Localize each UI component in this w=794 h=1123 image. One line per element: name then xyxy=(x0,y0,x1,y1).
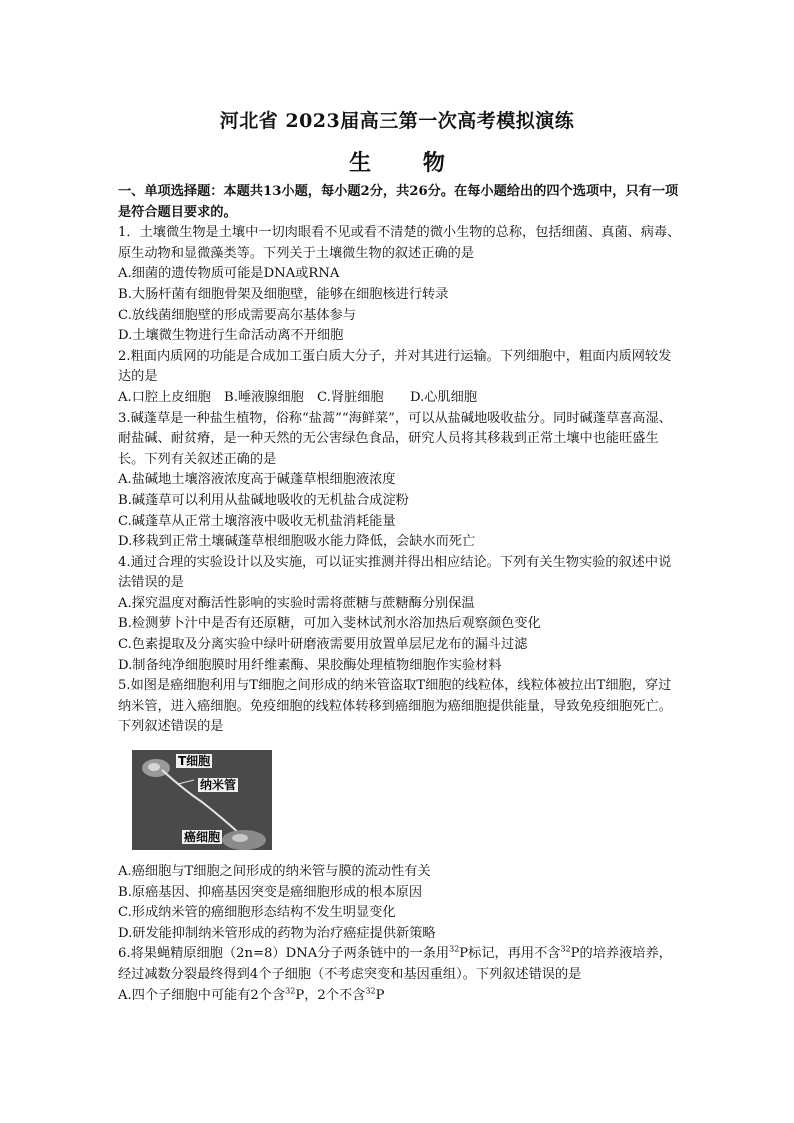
question-3-option-c: C.碱蓬草从正常土壤溶液中吸收无机盐消耗能量 xyxy=(118,513,396,529)
subject-title: 生 物 xyxy=(349,150,467,176)
q6-isotope-sup-2: 32 xyxy=(560,945,571,955)
q6a-text-a: A.四个子细胞中可能有2个含 xyxy=(118,987,286,1003)
question-5-option-a: A.癌细胞与T细胞之间形成的纳米管与膜的流动性有关 xyxy=(118,864,431,880)
q6a-text-b: P，2个不含 xyxy=(295,987,366,1003)
question-6-stem xyxy=(118,944,684,985)
q6-text-c: P的培养液培养，经过减数分裂最终得到4个子细胞（不考虑突变和基因重组）。下列叙述错误的是 xyxy=(118,946,672,982)
question-4-stem: 4.通过合理的实验设计以及实施，可以证实推测并得出相应结论。下列有关生物实验的叙述中说法错误的是 xyxy=(118,554,672,591)
q6a-text-c: P xyxy=(375,987,385,1003)
question-5-stem: 5.如图是癌细胞利用与T细胞之间形成的纳米管盗取T细胞的线粒体，线粒体被拉出T细胞，穿过纳米管，进入癌细胞。免疫细胞的线粒体转移到癌细胞为癌细胞提供能量，导致免疫细胞死亡。下列叙述错误的是 xyxy=(118,678,672,735)
question-1-option-c: C.放线菌细胞壁的形成需要高尔基体参与 xyxy=(118,307,356,323)
question-4-option-a: A.探究温度对酶活性影响的实验时需将蔗糖与蔗糖酶分别保温 xyxy=(118,595,475,611)
q6-text-a: 6.将果蝇精原细胞（2n=8）DNA分子两条链中的一条用 xyxy=(118,946,450,962)
exam-title: 河北省 2023届高三第一次高考模拟演练 xyxy=(219,110,575,132)
section-heading: 一、单项选择题：本题共13小题，每小题2分，共26分。在每小题给出的四个选项中，只有一项是符合题目要求的。 xyxy=(118,184,679,220)
question-5-option-b: B.原癌基因、抑癌基因突变是癌细胞形成的根本原因 xyxy=(118,884,423,900)
exam-content xyxy=(118,182,684,1006)
q6-text-b: P标记，再用不含 xyxy=(459,946,561,962)
question-4-option-c: C.色素提取及分离实验中绿叶研磨液需要用放置单层尼龙布的漏斗过滤 xyxy=(118,637,528,653)
figure-label-t-cell: T细胞 xyxy=(178,754,211,769)
question-4-option-b: B.检测萝卜汁中是否有还原糖，可加入斐林试剂水浴加热后观察颜色变化 xyxy=(118,616,541,632)
question-1-option-d: D.土壤微生物进行生命活动离不开细胞 xyxy=(118,328,344,344)
question-3-option-d: D.移栽到正常土壤碱蓬草根细胞吸水能力降低，会缺水而死亡 xyxy=(118,534,476,550)
q6a-isotope-sup-2: 32 xyxy=(365,986,376,996)
question-5-option-d: D.研发能抑制纳米管形成的药物为治疗癌症提供新策略 xyxy=(118,925,436,941)
figure-label-nanotube: 纳米管 xyxy=(200,778,237,793)
q6-isotope-sup-1: 32 xyxy=(449,945,460,955)
question-1-option-a: A.细菌的遗传物质可能是DNA或RNA xyxy=(118,266,340,282)
question-2-stem: 2.粗面内质网的功能是合成加工蛋白质大分子，并对其进行运输。下列细胞中，粗面内质网较发达的是 xyxy=(118,348,672,385)
question-3-stem: 3.碱蓬草是一种盐生植物，俗称“盐蒿”“海鲜菜”，可以从盐碱地吸收盐分。同时碱蓬草喜高湿、耐盐碱、耐贫瘠，是一种天然的无公害绿色食品，研究人员将其移栽到正常土壤中也能旺盛生长。下列有关叙述正确的是 xyxy=(118,410,672,467)
nanotube-micrograph xyxy=(132,750,272,850)
q6a-isotope-sup-1: 32 xyxy=(285,986,296,996)
question-4-option-d: D.制备纯净细胞膜时用纤维素酶、果胶酶处理植物细胞作实验材料 xyxy=(118,657,502,673)
question-2-options: A.口腔上皮细胞 B.唾液腺细胞 C.肾脏细胞 D.心肌细胞 xyxy=(118,389,478,405)
question-3-option-b: B.碱蓬草可以利用从盐碱地吸收的无机盐合成淀粉 xyxy=(118,492,409,508)
figure-label-cancer-cell: 癌细胞 xyxy=(184,830,221,845)
question-1-option-b: B.大肠杆菌有细胞骨架及细胞壁，能够在细胞核进行转录 xyxy=(118,286,449,302)
question-6-option-a xyxy=(118,986,684,1007)
question-5-option-c: C.形成纳米管的癌细胞形态结构不发生明显变化 xyxy=(118,905,396,921)
question-1-stem: 1．土壤微生物是土壤中一切肉眼看不见或看不清楚的微小生物的总称，包括细菌、真菌、病毒、原生动物和显微藻类等。下列关于土壤微生物的叙述正确的是 xyxy=(118,225,681,261)
question-3-option-a: A.盐碱地土壤溶液浓度高于碱蓬草根细胞液浓度 xyxy=(118,472,396,488)
